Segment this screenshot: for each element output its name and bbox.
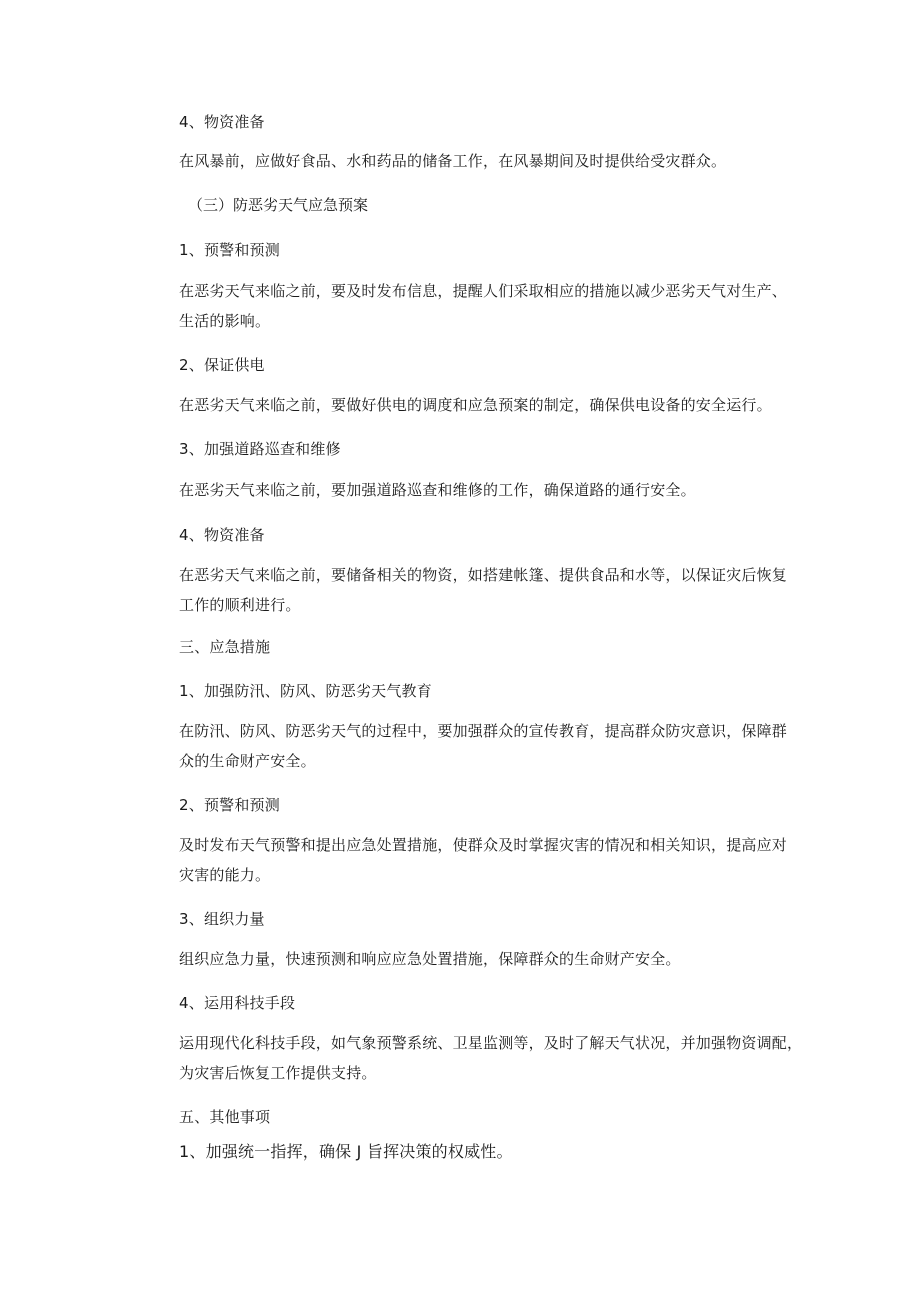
paragraph-education-line1: 在防汛、防风、防恶劣天气的过程中，要加强群众的宣传教育，提高群众防灾意识，保障群 [179,722,788,740]
paragraph-organize-force: 组织应急力量，快速预测和响应应急处置措施，保障群众的生命财产安全。 [179,950,681,968]
paragraph-power-supply: 在恶劣天气来临之前，要做好供电的调度和应急预案的制定，确保供电设备的安全运行。 [179,396,772,414]
item-heading-power-supply: 2、保证供电 [179,356,265,374]
paragraph-storm-material: 在风暴前，应做好食品、水和药品的储备工作，在风暴期间及时提供给受灾群众。 [179,152,727,170]
section-heading-emergency-measures: 三、应急措施 [179,638,271,656]
item-heading-education: 1、加强防汛、防风、防恶劣天气教育 [179,682,432,700]
section-heading-other-matters: 五、其他事项 [179,1108,271,1126]
paragraph-warning-forecast-line2: 生活的影响。 [179,312,271,330]
item-heading-material-prep-storm: 4、物资准备 [179,113,265,131]
paragraph-technology-line2: 为灾害后恢复工作提供支持。 [179,1064,377,1082]
paragraph-warning-forecast-line1: 在恶劣天气来临之前，要及时发布信息，提醒人们采取相应的措施以减少恶劣天气对生产、 [179,282,788,300]
item-heading-material-prep-weather: 4、物资准备 [179,526,265,544]
section-heading-bad-weather-plan: （三）防恶劣天气应急预案 [188,196,369,214]
paragraph-material-prep-line2: 工作的顺利进行。 [179,596,301,614]
item-heading-warning-forecast: 1、预警和预测 [179,241,280,259]
item-heading-road-inspection: 3、加强道路巡查和维修 [179,440,341,458]
paragraph-warning-measures-line2: 灾害的能力。 [179,866,271,884]
paragraph-warning-measures-line1: 及时发布天气预警和提出应急处置措施，使群众及时掌握灾害的情况和相关知识，提高应对 [179,836,788,854]
paragraph-education-line2: 众的生命财产安全。 [179,752,316,770]
paragraph-technology-line1: 运用现代化科技手段，如气象预警系统、卫星监测等，及时了解天气状况，并加强物资调配， [179,1034,803,1052]
item-heading-organize-force: 3、组织力量 [179,910,265,928]
paragraph-material-prep-line1: 在恶劣天气来临之前，要储备相关的物资，如搭建帐篷、提供食品和水等，以保证灾后恢复 [179,566,788,584]
item-heading-warning-forecast-2: 2、预警和预测 [179,796,280,814]
paragraph-road-inspection: 在恶劣天气来临之前，要加强道路巡查和维修的工作，确保道路的通行安全。 [179,481,696,499]
item-unified-command: 1、加强统一指挥，确保 J 旨挥决策的权威性。 [179,1142,513,1161]
item-heading-technology: 4、运用科技手段 [179,994,296,1012]
